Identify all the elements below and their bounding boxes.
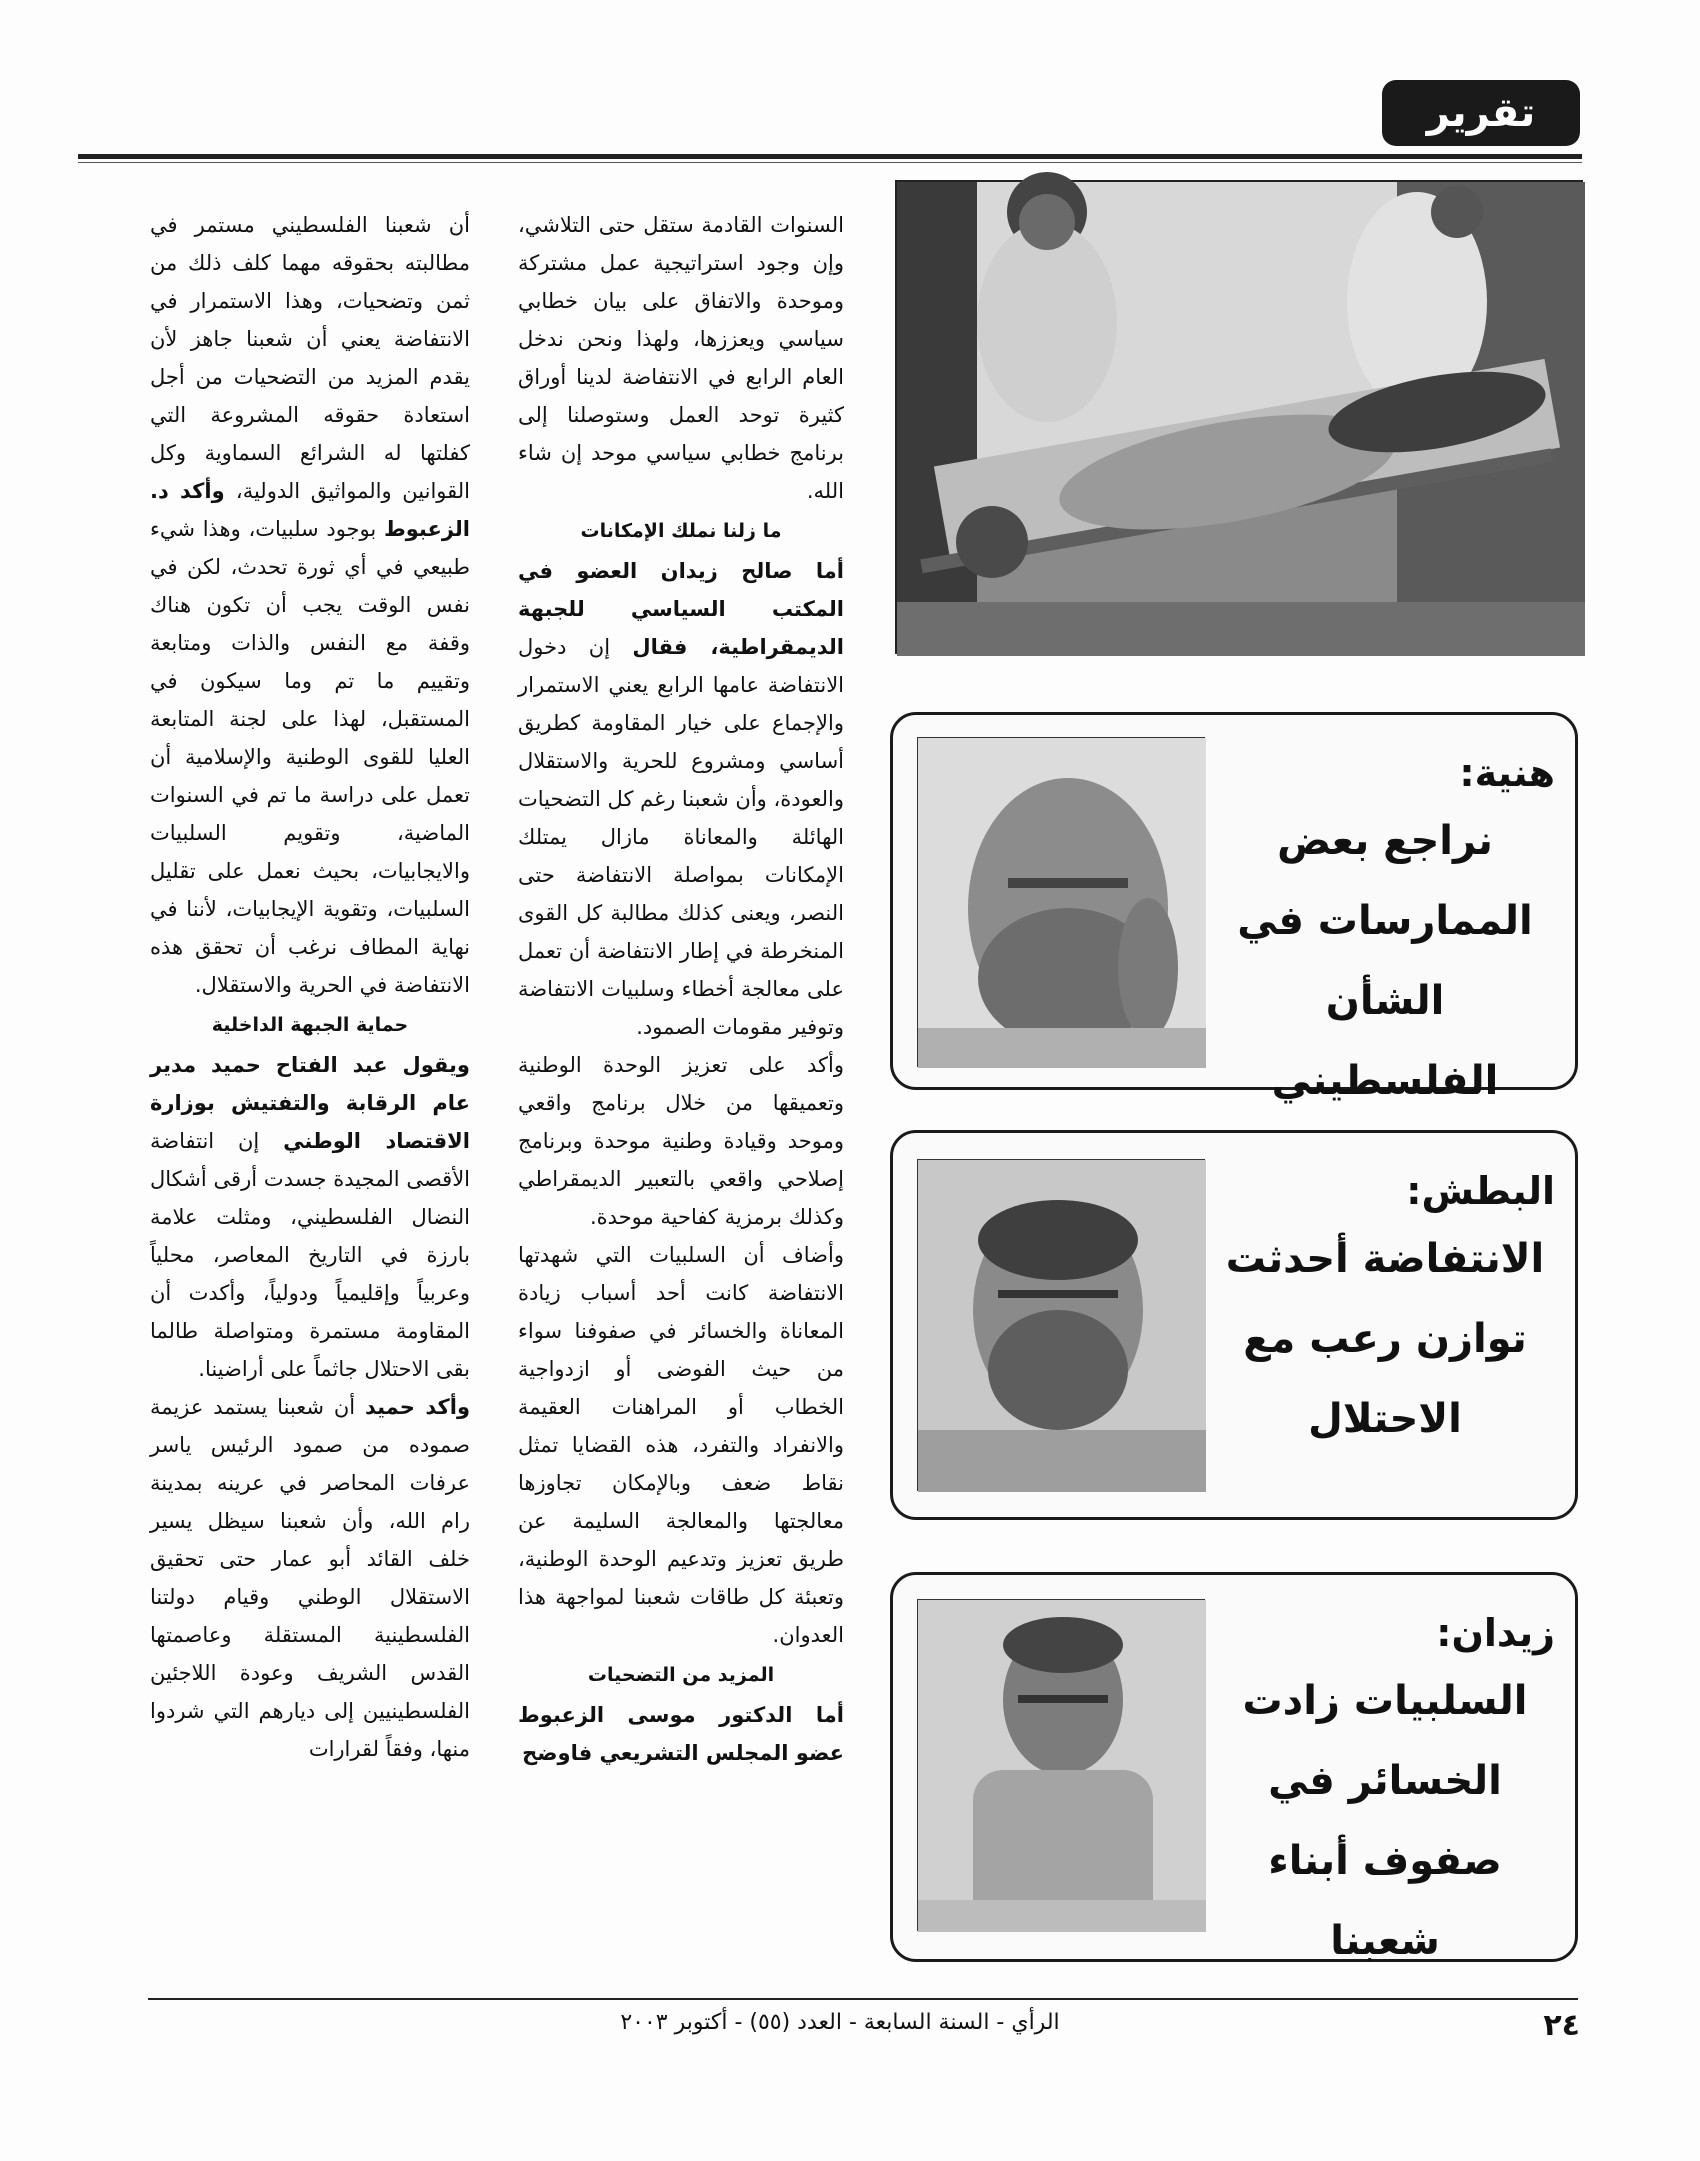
quote-text: الانتفاضة أحدثت توازن رعب مع الاحتلال bbox=[1225, 1236, 1545, 1442]
page-number: ٢٤ bbox=[1543, 2008, 1580, 2043]
quote-box bbox=[890, 1130, 1578, 1520]
pull-quote bbox=[1215, 1163, 1555, 1459]
portrait-photo bbox=[917, 1159, 1205, 1491]
pull-quote bbox=[1215, 1605, 1555, 1981]
speaker-intro: وأكد د. الزعبوط bbox=[150, 479, 470, 541]
subheading: المزيد من التضحيات bbox=[587, 1664, 775, 1686]
article-column-left bbox=[150, 206, 470, 1768]
portrait-photo bbox=[917, 1599, 1205, 1931]
paragraph-text: أن شعبنا الفلسطيني مستمر في مطالبته بحقوقه مهما كلف ذلك من ثمن وتضحيات، وهذا الاستمرار في الانتفاضة يعني أن شعبنا جاهز لأن يقدم المزيد من التضحيات من أجل استعادة حقوقه المشروعة التي كفلتها له الشرائع السماوية وكل القوانين والمواثيق الدولية، bbox=[150, 213, 470, 503]
quote-box bbox=[890, 712, 1578, 1104]
quote-text: السلبيات زادت الخسائر في صفوف أبناء شعبنا bbox=[1242, 1678, 1528, 1964]
quote-speaker: البطش: bbox=[1406, 1169, 1555, 1213]
paragraph-text: إن دخول الانتفاضة عامها الرابع يعني الاستمرار والإجماع على خيار المقاومة كطريق أساسي ومشروع للحرية والاستقلال والعودة، وأن شعبنا رغم كل التضحيات الهائلة والمعاناة مازال يمتلك الإمكانات بمواصلة الانتفاضة حتى النصر، ويعنى كذلك مطالبة كل القوى المنخرطة في إطار الانتفاضة أن تعمل على معالجة أخطاء وسلبيات الانتفاضة وتوفير مقومات الصمود. bbox=[518, 635, 844, 1039]
portrait-photo bbox=[917, 737, 1205, 1067]
speaker-intro: أما الدكتور موسى الزعبوط عضو المجلس التشريعي فاوضح bbox=[518, 1703, 844, 1765]
footer-publication-info: الرأي - السنة السابعة - العدد (٥٥) - أكتوبر ٢٠٠٣ bbox=[620, 2010, 1060, 2035]
speaker-intro: ويقول عبد الفتاح حميد مدير عام الرقابة والتفتيش بوزارة الاقتصاد الوطني bbox=[150, 1053, 470, 1153]
quote-speaker: هنية: bbox=[1459, 751, 1555, 795]
speaker-intro: وأكد حميد bbox=[364, 1395, 470, 1419]
news-photo-image bbox=[897, 182, 1585, 656]
paragraph bbox=[518, 552, 844, 1046]
portrait-image bbox=[918, 738, 1206, 1068]
article-column-middle bbox=[518, 206, 844, 1772]
paragraph-text: بوجود سلبيات، وهذا شيء طبيعي في أي ثورة تحدث، لكن في نفس الوقت يجب أن تكون هناك وقفة مع النفس والذات ومتابعة وتقييم ما تم وما سيكون في المستقبل، لهذا على لجنة المتابعة العليا للقوى الوطنية والإسلامية أن تعمل على دراسة ما تم في السنوات الماضية، وتقويم السلبيات والايجابيات، بحيث نعمل على تقليل السلبيات، وتقوية الإيجابيات، لأننا في نهاية المطاف نرغب أن تحقق هذه الانتفاضة في الحرية والاستقلال. bbox=[150, 517, 470, 997]
header-rule bbox=[78, 154, 1582, 159]
paragraph: وأضاف أن السلبيات التي شهدتها الانتفاضة كانت أحد أسباب زيادة المعاناة والخسائر في صفوفنا سواء من حيث الفوضى أو ازدواجية الخطاب أو المراهنات العقيمة والانفراد والتفرد، هذه القضايا تمثل نقاط ضعف وبالإمكان تجاوزها معالجتها والمعالجة السليمة عن طريق تعزيز وتدعيم الوحدة الوطنية، وتعبئة كل طاقات شعبنا لمواجهة هذا العدوان. bbox=[518, 1243, 844, 1647]
paragraph bbox=[150, 1388, 470, 1768]
paragraph-text: أن شعبنا يستمد عزيمة صموده من صمود الرئيس ياسر عرفات المحاصر في عرينه بمدينة رام الله، وأن شعبنا سيظل يسير خلف القائد أبو عمار حتى تحقيق الاستقلال الوطني وقيام دولتنا الفلسطينية المستقلة وعاصمتها القدس الشريف وعودة اللاجئين الفلسطينيين إلى ديارهم التي شردوا منها، وفقاً لقرارات bbox=[150, 1395, 470, 1761]
header-rule-thin bbox=[78, 162, 1582, 163]
paragraph: وأكد على تعزيز الوحدة الوطنية وتعميقها من خلال برنامج واقعي وموحد وقيادة وطنية موحدة وبرنامج إصلاحي واقعي بالتعبير الديمقراطي وكذلك برمزية كفاحية موحدة. bbox=[518, 1053, 844, 1229]
paragraph-text: إن انتفاضة الأقصى المجيدة جسدت أرقى أشكال النضال الفلسطيني، ومثلت علامة بارزة في التاريخ المعاصر، محلياً وعربياً وإقليمياً ودولياً، وأكدت أن المقاومة مستمرة ومتواصلة طالما بقى الاحتلال جاثماً على أراضينا. bbox=[150, 1129, 470, 1381]
portrait-image bbox=[918, 1160, 1206, 1492]
paragraph bbox=[150, 206, 470, 1004]
paragraph bbox=[518, 1696, 844, 1772]
paragraph bbox=[150, 1046, 470, 1388]
subheading: حماية الجبهة الداخلية bbox=[211, 1014, 409, 1036]
portrait-image bbox=[918, 1600, 1206, 1932]
news-photo bbox=[895, 180, 1583, 654]
quote-text: نراجع بعض الممارسات في الشأن الفلسطيني bbox=[1237, 818, 1533, 1104]
quote-box bbox=[890, 1572, 1578, 1962]
speaker-intro: أما صالح زيدان العضو في المكتب السياسي للجبهة الديمقراطية، فقال bbox=[518, 559, 845, 659]
footer-rule bbox=[148, 1998, 1578, 2000]
section-label: تقرير bbox=[1382, 80, 1580, 146]
paragraph: السنوات القادمة ستقل حتى التلاشي، وإن وجود استراتيجية عمل مشتركة وموحدة والاتفاق على بيان خطابي سياسي ويعززها، ولهذا ونحن ندخل العام الرابع في الانتفاضة لدينا أوراق كثيرة توحد العمل وستوصلنا إلى برنامج خطابي سياسي موحد إن شاء الله. bbox=[518, 213, 844, 503]
quote-speaker: زيدان: bbox=[1436, 1611, 1555, 1655]
subheading: ما زلنا نملك الإمكانات bbox=[580, 520, 782, 542]
